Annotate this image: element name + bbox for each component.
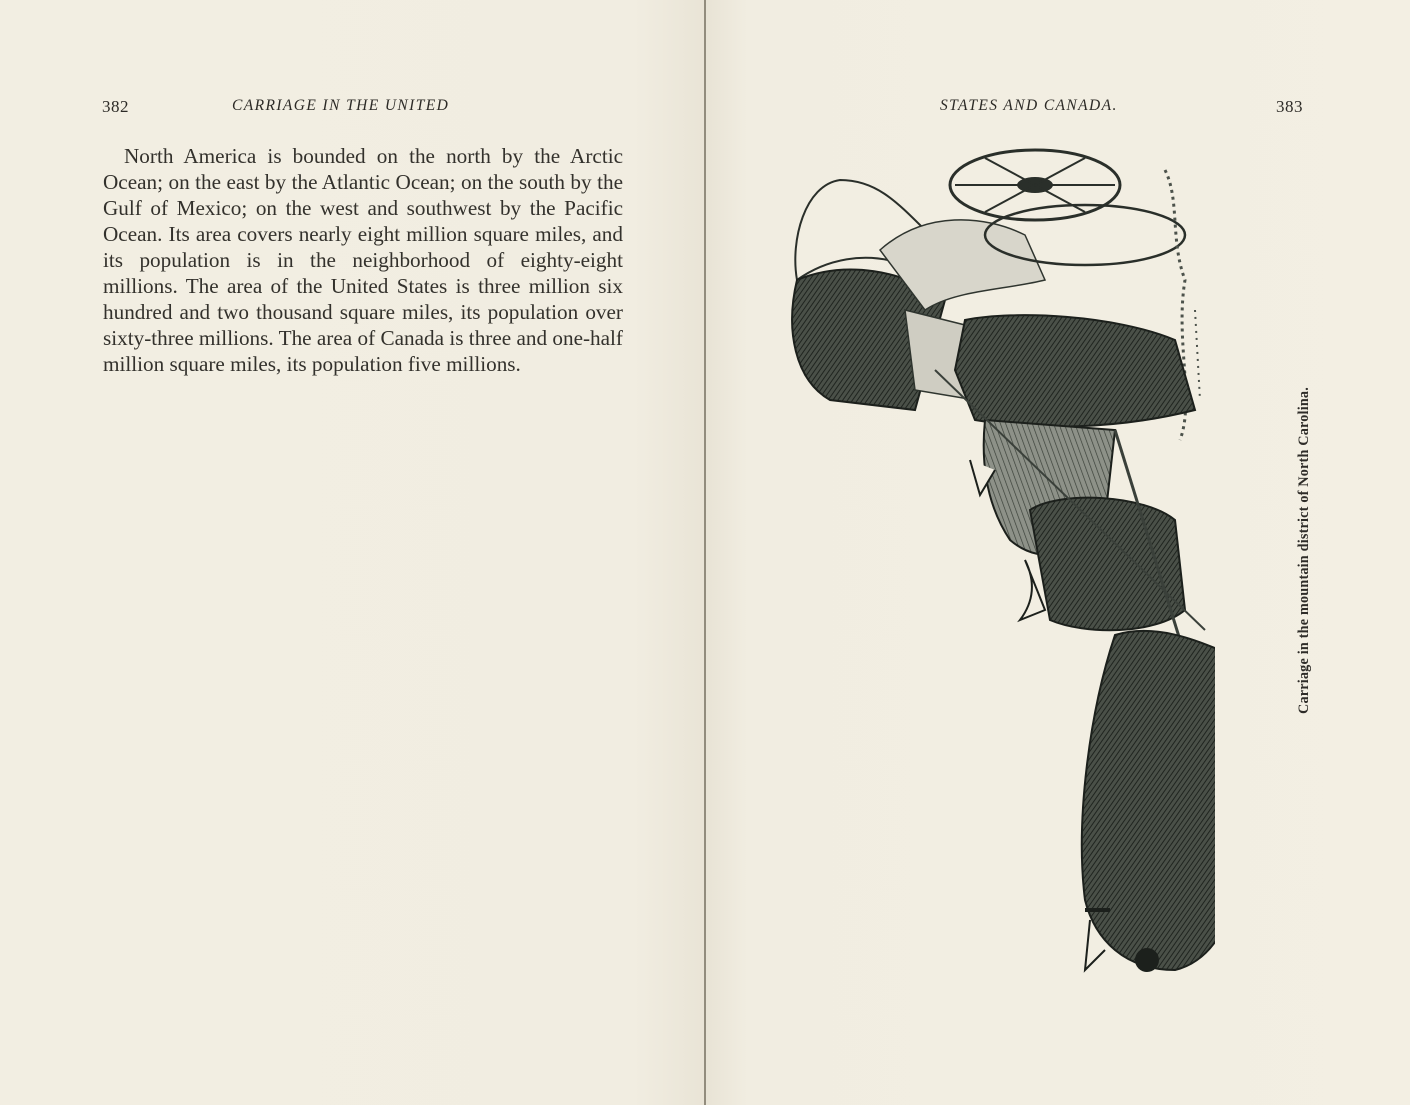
paragraph: North America is bounded on the north by the Arctic Ocean; on the east by the Atlantic Ocean; on the south by the Gulf of Mexico; on the west and southwest by the Pacific Ocean. Its area covers nearly eight million square miles, and its population is in the neighborhood of eighty-eight millions. The area of the United States is three million six hundred and two thousand square miles, its population over sixty-three millions. The area of Canada is three and one-half million square miles, its population five millions. [103,144,623,376]
carriage-illustration [785,140,1215,980]
page-number-right: 383 [1276,97,1303,116]
body-text [103,143,623,377]
illustration-caption: Carriage in the mountain district of North Carolina. [1296,387,1312,714]
running-head-title-left: CARRIAGE IN THE UNITED [232,97,450,114]
page-number-left: 382 [102,97,129,116]
gutter-line [704,0,706,1105]
running-head-title-right: STATES AND CANADA. [940,97,1118,114]
